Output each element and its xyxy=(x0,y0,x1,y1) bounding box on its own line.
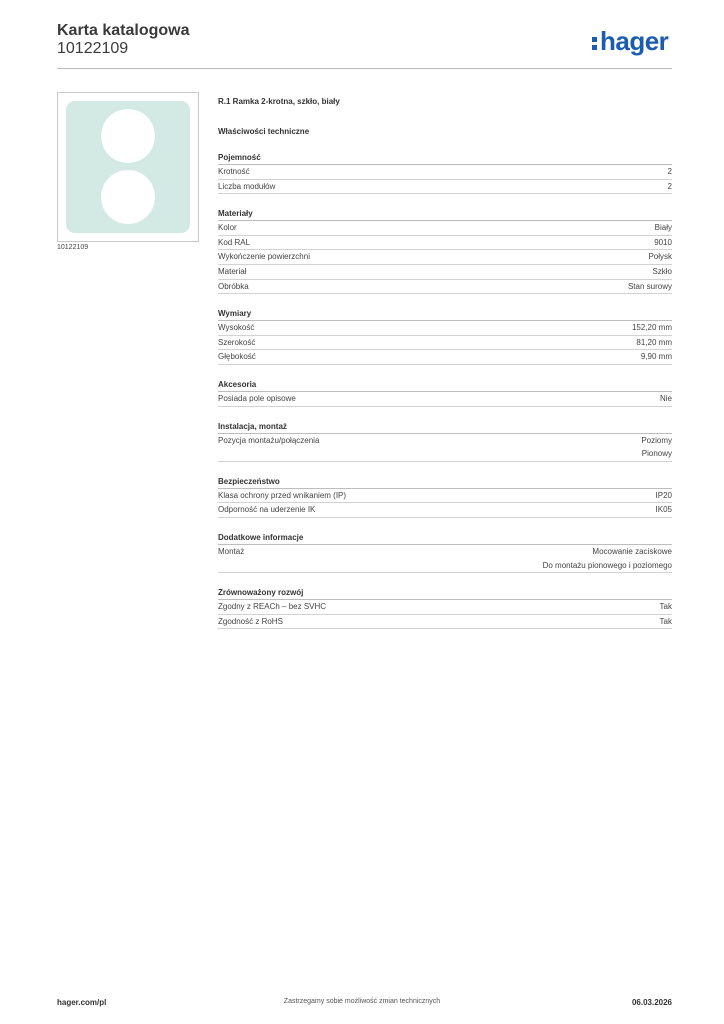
header-divider xyxy=(57,68,672,69)
spec-label: Liczba modułów xyxy=(218,181,276,191)
spec-value-line: Mocowanie zaciskowe xyxy=(592,546,672,556)
frame-opening-bottom xyxy=(101,170,155,224)
spec-label: Wykończenie powierzchni xyxy=(218,252,310,262)
logo-dots-icon xyxy=(592,33,597,53)
spec-value-line: Nie xyxy=(659,393,672,403)
spec-row xyxy=(218,250,672,265)
product-image xyxy=(57,92,199,242)
spec-label: Obróbka xyxy=(218,281,249,291)
spec-label: Kolor xyxy=(218,223,237,233)
spec-value xyxy=(652,265,672,279)
spec-label: Szerokość xyxy=(218,337,256,347)
spec-value-line: Szkło xyxy=(652,266,672,276)
spec-row xyxy=(218,600,672,615)
spec-value-line: 9,90 mm xyxy=(640,352,672,362)
spec-label: Pozycja montażu/połączenia xyxy=(218,435,320,445)
section-title: Pojemność xyxy=(218,152,672,165)
spec-label: Klasa ochrony przed wnikaniem (IP) xyxy=(218,490,347,500)
spec-row xyxy=(218,321,672,336)
spec-value xyxy=(628,280,672,294)
spec-value-line: 152,20 mm xyxy=(631,323,672,333)
spec-value-line: Pionowy xyxy=(641,449,672,459)
spec-label: Wysokość xyxy=(218,323,255,333)
spec-value-line: Biały xyxy=(654,223,672,233)
brand-logo xyxy=(592,26,668,56)
spec-value xyxy=(543,545,672,572)
spec-value-line: Poziomy xyxy=(641,435,672,445)
spec-value xyxy=(648,250,672,264)
spec-value-line: IP20 xyxy=(655,490,672,500)
spec-sections xyxy=(218,152,672,629)
section-title: Materiały xyxy=(218,208,672,221)
section-title: Wymiary xyxy=(218,308,672,321)
document-title: Karta katalogowa xyxy=(57,22,190,39)
spec-value xyxy=(668,180,672,194)
spec-value-line: 2 xyxy=(667,181,672,191)
spec-row xyxy=(218,615,672,630)
spec-value xyxy=(668,165,672,179)
image-caption: 10122109 xyxy=(57,244,89,251)
spec-value xyxy=(654,236,672,250)
spec-value xyxy=(632,321,672,335)
spec-label: Zgodność z RoHS xyxy=(218,616,283,626)
spec-row xyxy=(218,434,672,462)
spec-value-line: Tak xyxy=(659,616,672,626)
spec-row xyxy=(218,165,672,180)
spec-value xyxy=(660,392,672,406)
spec-section xyxy=(218,308,672,365)
spec-row xyxy=(218,545,672,573)
spec-label: Montaż xyxy=(218,546,245,556)
product-name: R.1 Ramka 2-krotna, szkło, biały xyxy=(218,97,340,106)
spec-value-line: Stan surowy xyxy=(627,281,672,291)
spec-section xyxy=(218,587,672,629)
frame-illustration-icon xyxy=(58,93,198,241)
spec-section xyxy=(218,421,672,462)
spec-value xyxy=(641,350,672,364)
spec-label: Krotność xyxy=(218,167,250,176)
spec-section xyxy=(218,208,672,294)
spec-row xyxy=(218,489,672,504)
spec-value xyxy=(660,600,672,614)
frame-opening-top xyxy=(101,109,155,163)
spec-value-line: 81,20 mm xyxy=(636,337,672,347)
spec-value xyxy=(636,336,672,350)
spec-value-line: Połysk xyxy=(648,252,672,262)
spec-value-line: 9010 xyxy=(654,237,672,247)
spec-row xyxy=(218,350,672,365)
spec-row xyxy=(218,265,672,280)
spec-value xyxy=(656,489,672,503)
spec-value xyxy=(660,615,672,629)
spec-row xyxy=(218,392,672,407)
spec-value-line: Tak xyxy=(659,602,672,612)
section-title: Instalacja, montaż xyxy=(218,421,672,434)
section-title: Dodatkowe informacje xyxy=(218,532,672,545)
spec-row xyxy=(218,221,672,236)
section-title: Akcesoria xyxy=(218,379,672,392)
spec-value-line: IK05 xyxy=(655,505,672,515)
spec-label: Odporność na uderzenie IK xyxy=(218,505,316,515)
spec-label: Głębokość xyxy=(218,352,256,362)
spec-value-line: Do montażu pionowego i poziomego xyxy=(542,560,672,570)
product-details xyxy=(218,96,672,629)
footer-disclaimer: Zastrzegamy sobie możliwość zmian technicznych xyxy=(283,998,441,1005)
spec-row xyxy=(218,180,672,195)
brand-logo-text: hager xyxy=(600,26,669,56)
section-title: Bezpieczeństwo xyxy=(218,476,672,489)
spec-row xyxy=(218,336,672,351)
footer-date: 06.03.2026 xyxy=(631,998,672,1007)
spec-row xyxy=(218,280,672,295)
spec-section xyxy=(218,152,672,194)
spec-row xyxy=(218,503,672,518)
spec-row xyxy=(218,236,672,251)
spec-label: Kod RAL xyxy=(218,237,251,247)
spec-label: Zgodny z REACh – bez SVHC xyxy=(218,602,327,612)
spec-value xyxy=(641,434,672,461)
spec-section xyxy=(218,532,672,573)
section-title: Zrównoważony rozwój xyxy=(218,587,672,600)
technical-properties-heading: Właściwości techniczne xyxy=(218,127,310,136)
product-number: 10122109 xyxy=(57,40,129,57)
spec-label: Materiał xyxy=(218,266,247,276)
footer-website: hager.com/pl xyxy=(57,998,107,1007)
spec-section xyxy=(218,379,672,407)
spec-label: Posiada pole opisowe xyxy=(218,393,296,403)
spec-section xyxy=(218,476,672,518)
spec-value xyxy=(655,221,672,235)
spec-value xyxy=(656,503,672,517)
spec-value-line: 2 xyxy=(667,167,672,176)
